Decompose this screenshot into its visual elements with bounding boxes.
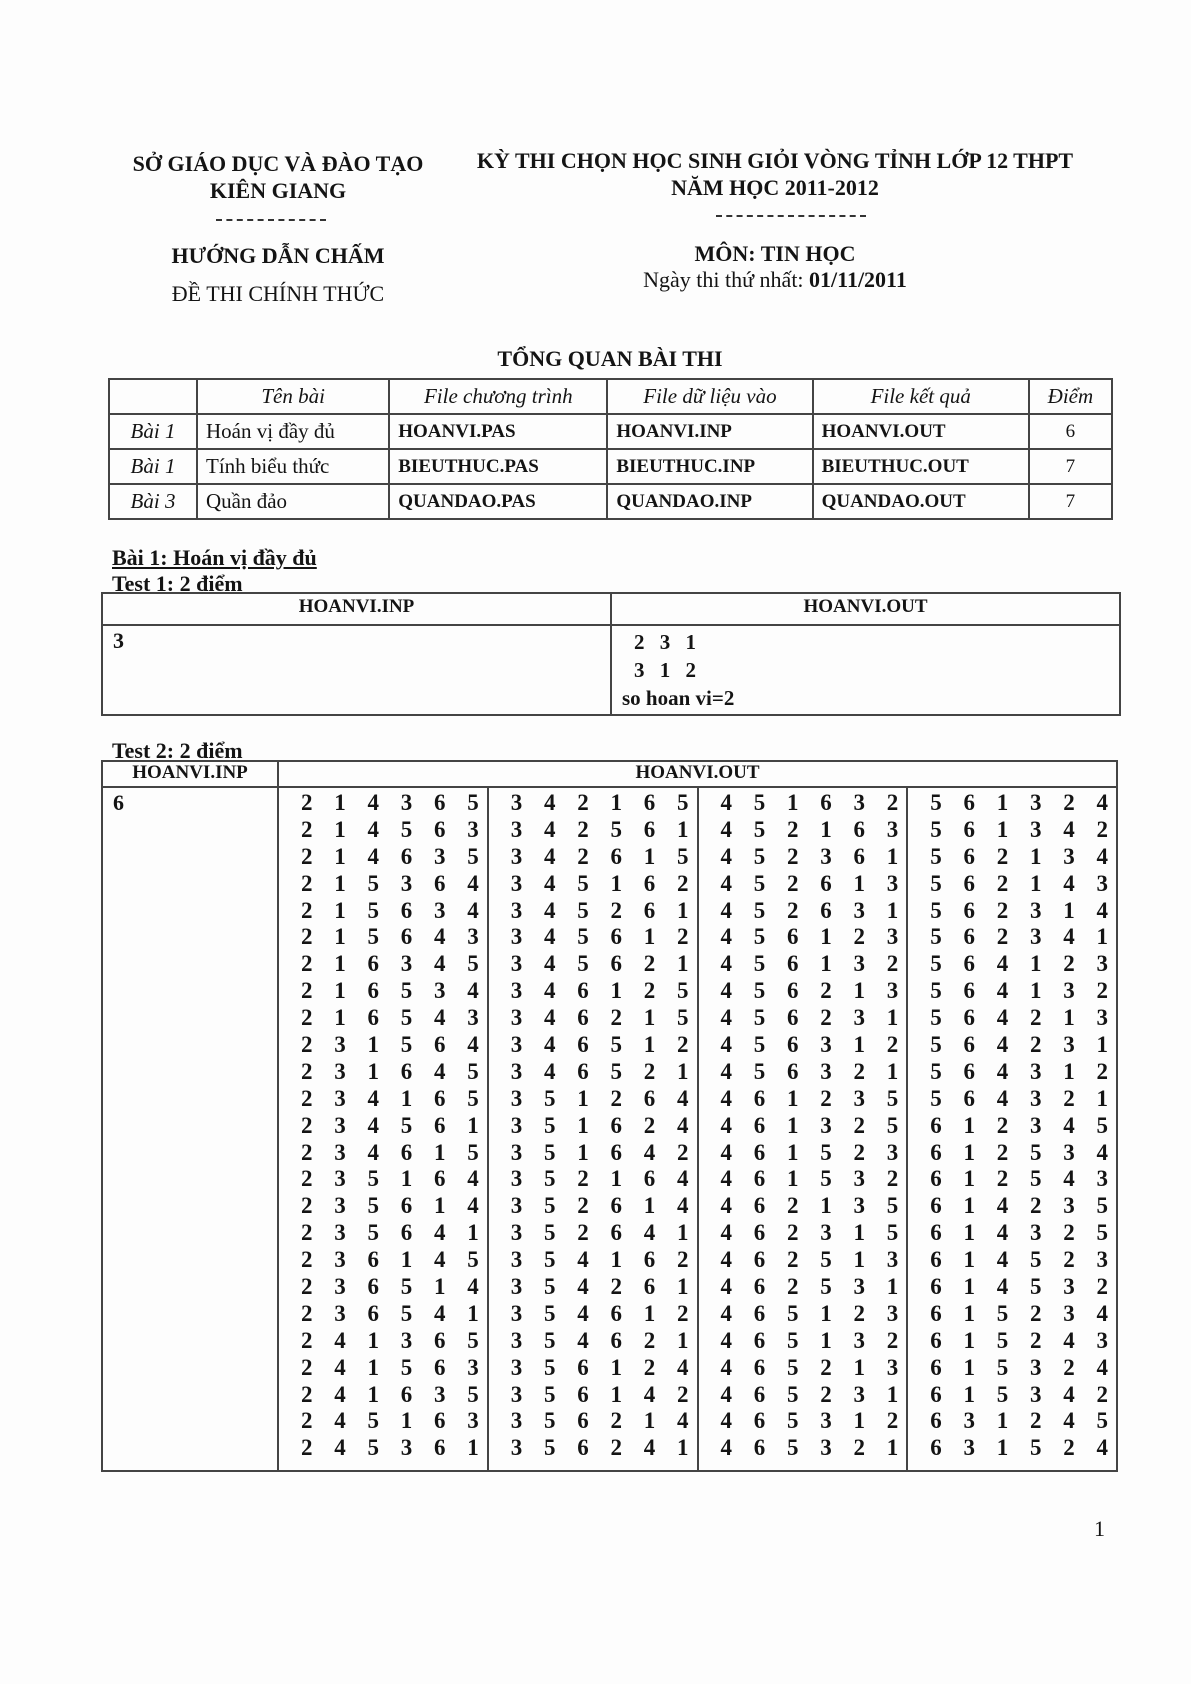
permutation-line: 4 6 1 3 2 5: [720, 1112, 907, 1138]
permutation-line: 5 6 1 3 4 2: [930, 816, 1116, 842]
permutation-line: 4 6 2 1 3 5: [720, 1193, 907, 1219]
permutation-line: 6 3 1 2 4 5: [930, 1408, 1116, 1434]
permutation-line: 2 1 4 3 6 5: [301, 790, 487, 815]
program-file: HOANVI.PAS: [389, 414, 607, 449]
problem1-title: Bài 1: Hoán vị đầy đủ: [112, 545, 317, 570]
school-year: NĂM HỌC 2011-2012: [671, 175, 879, 200]
test2-input-header: HOANVI.INP: [102, 761, 278, 787]
marking-guide-title: HƯỚNG DẪN CHẤM: [171, 243, 385, 268]
permutation-line: 3 5 4 1 6 2: [510, 1247, 697, 1273]
permutation-line: 4 6 2 3 1 5: [720, 1220, 907, 1246]
score: 6: [1029, 414, 1112, 449]
problem-name: Tính biểu thức: [197, 449, 389, 484]
permutation-line: 4 6 5 3 2 1: [720, 1435, 907, 1461]
test2-table: [101, 760, 1118, 1472]
permutation-line: 3 5 4 6 1 2: [510, 1300, 697, 1326]
permutation-line: 6 1 5 2 3 4: [930, 1300, 1116, 1326]
permutation-line: 2 1 6 5 4 3: [301, 1005, 487, 1031]
permutation-line: 6 1 2 5 4 3: [930, 1166, 1116, 1192]
permutation-line: 6 1 5 3 4 2: [930, 1381, 1116, 1407]
left-separator: [216, 219, 326, 221]
permutation-line: 2 1 6 3 4 5: [301, 951, 487, 977]
permutation-line: 3 4 5 1 6 2: [510, 870, 697, 896]
permutation-line: 5 6 2 1 3 4: [930, 843, 1116, 869]
table-row: [109, 414, 1112, 449]
permutation-line: 3 5 6 2 4 1: [510, 1435, 697, 1461]
permutation-line: 4 6 1 5 3 2: [720, 1166, 907, 1192]
permutation-line: 6 1 5 3 2 4: [930, 1354, 1116, 1380]
permutation-line: 2 4 5 1 6 3: [301, 1408, 487, 1434]
permutation-column: [278, 787, 488, 1471]
permutation-column: [488, 787, 698, 1471]
permutation-line: 3 4 6 5 1 2: [510, 1032, 697, 1058]
permutation-line: 2 4 1 6 3 5: [301, 1381, 487, 1407]
permutation-line: 6 1 2 3 4 5: [930, 1112, 1116, 1138]
test1-table: [101, 592, 1121, 716]
permutation-line: 2 3 1 5 6 4: [301, 1032, 487, 1058]
permutation-line: 4 5 6 2 3 1: [720, 1005, 907, 1031]
overview-header-row: [109, 379, 1112, 414]
permutation-line: 5 6 2 1 4 3: [930, 870, 1116, 896]
permutation-line: 2 3 5 6 1 4: [301, 1193, 487, 1219]
problem-name: Hoán vị đầy đủ: [197, 414, 389, 449]
permutation-line: 4 6 5 2 3 1: [720, 1381, 907, 1407]
program-file: BIEUTHUC.PAS: [389, 449, 607, 484]
permutation-line: 4 6 5 1 2 3: [720, 1300, 907, 1326]
permutation-line: 3 4 2 5 6 1: [510, 816, 697, 842]
input-file: QUANDAO.INP: [607, 484, 812, 519]
permutation-line: 4 5 2 3 6 1: [720, 843, 907, 869]
permutation-line: 3 4 6 1 2 5: [510, 978, 697, 1004]
permutation-line: 3 5 6 1 4 2: [510, 1381, 697, 1407]
permutation-line: 2 1 4 6 3 5: [301, 843, 487, 869]
permutation-line: 3 5 2 6 4 1: [510, 1220, 697, 1246]
permutation-line: 3 4 2 6 1 5: [510, 843, 697, 869]
permutation-line: 2 3 6 5 4 1: [301, 1300, 487, 1326]
permutation-line: 4 6 5 2 1 3: [720, 1354, 907, 1380]
permutation-line: 4 5 6 3 2 1: [720, 1058, 907, 1084]
permutation-line: 6 3 1 5 2 4: [930, 1435, 1116, 1461]
overview-col-blank: [109, 379, 197, 414]
test1-input-header: HOANVI.INP: [102, 593, 611, 625]
row-label: Bài 3: [109, 484, 197, 519]
permutation-line: 4 5 2 6 3 1: [720, 897, 907, 923]
exam-date-line: [555, 266, 995, 294]
permutation-line: 4 6 1 2 3 5: [720, 1085, 907, 1111]
permutation-line: 3 5 4 6 2 1: [510, 1327, 697, 1353]
test2-output-header: HOANVI.OUT: [278, 761, 1117, 787]
table-row: [109, 449, 1112, 484]
permutation-line: 4 6 5 1 3 2: [720, 1327, 907, 1353]
permutation-line: 3 5 6 1 2 4: [510, 1354, 697, 1380]
province-name: KIÊN GIANG: [209, 178, 347, 203]
permutation-column: [698, 787, 908, 1471]
overview-col-score: Điểm: [1029, 379, 1112, 414]
permutation-line: 4 6 2 5 1 3: [720, 1247, 907, 1273]
table-row: [109, 484, 1112, 519]
overview-col-input: File dữ liệu vào: [607, 379, 812, 414]
permutation-line: 5 6 4 3 1 2: [930, 1058, 1116, 1084]
permutation-line: 2 3 1 6 4 5: [301, 1058, 487, 1084]
test2-label: Test 2: 2 điểm: [112, 738, 243, 763]
permutation-line: 5 6 4 1 2 3: [930, 951, 1116, 977]
permutation-line: 2 3 4 1 6 5: [301, 1085, 487, 1111]
test1-input: 3: [102, 625, 611, 715]
exam-title: KỲ THI CHỌN HỌC SINH GIỎI VÒNG TỈNH LỚP 12 THPT: [476, 148, 1074, 173]
permutation-line: 3 4 5 6 1 2: [510, 924, 697, 950]
permutation-line: 4 5 6 1 3 2: [720, 951, 907, 977]
score: 7: [1029, 484, 1112, 519]
permutation-line: 4 5 2 1 6 3: [720, 816, 907, 842]
test1-body-row: [102, 625, 1120, 715]
permutation-line: 5 6 4 2 1 3: [930, 1005, 1116, 1031]
permutation-line: 2 3 5 6 4 1: [301, 1220, 487, 1246]
test2-header-row: [102, 761, 1117, 787]
permutation-line: 3 4 2 1 6 5: [510, 790, 697, 815]
permutation-line: 2 3 4 5 6 1: [301, 1112, 487, 1138]
program-file: QUANDAO.PAS: [389, 484, 607, 519]
permutation-line: 3 5 1 6 2 4: [510, 1112, 697, 1138]
test1-output-line: 2 3 1: [634, 630, 701, 654]
test1-header-row: [102, 593, 1120, 625]
permutation-line: 2 1 5 6 3 4: [301, 897, 487, 923]
permutation-line: 2 1 5 3 6 4: [301, 870, 487, 896]
permutation-line: 4 5 6 3 1 2: [720, 1032, 907, 1058]
permutation-line: 6 1 4 2 3 5: [930, 1193, 1116, 1219]
permutation-line: 2 3 5 1 6 4: [301, 1166, 487, 1192]
permutation-line: 2 4 1 3 6 5: [301, 1327, 487, 1353]
right-separator: [716, 215, 866, 217]
permutation-line: 2 4 5 3 6 1: [301, 1435, 487, 1461]
permutation-line: 3 4 5 2 6 1: [510, 897, 697, 923]
permutation-line: 3 5 4 2 6 1: [510, 1274, 697, 1300]
output-file: BIEUTHUC.OUT: [813, 449, 1029, 484]
permutation-line: 6 1 2 5 3 4: [930, 1139, 1116, 1165]
permutation-line: 6 1 4 3 2 5: [930, 1220, 1116, 1246]
row-label: Bài 1: [109, 414, 197, 449]
test2-body-row: [102, 787, 1117, 1471]
permutation-line: 3 5 1 2 6 4: [510, 1085, 697, 1111]
test1-output: [611, 625, 1120, 715]
problem-name: Quần đảo: [197, 484, 389, 519]
department-name: SỞ GIÁO DỤC VÀ ĐÀO TẠO: [132, 151, 424, 176]
permutation-line: 4 5 6 1 2 3: [720, 924, 907, 950]
permutation-line: 5 6 4 1 3 2: [930, 978, 1116, 1004]
overview-col-name: Tên bài: [197, 379, 389, 414]
output-file: HOANVI.OUT: [813, 414, 1029, 449]
test1-label: Test 1: 2 điểm: [112, 571, 243, 596]
permutation-line: 5 6 2 3 1 4: [930, 897, 1116, 923]
permutation-line: 2 1 5 6 4 3: [301, 924, 487, 950]
permutation-line: 3 4 6 2 1 5: [510, 1005, 697, 1031]
permutation-line: 5 6 4 2 3 1: [930, 1032, 1116, 1058]
permutation-line: 4 6 1 5 2 3: [720, 1139, 907, 1165]
permutation-line: 2 3 6 1 4 5: [301, 1247, 487, 1273]
permutation-line: 4 5 1 6 3 2: [720, 790, 907, 815]
permutation-line: 6 1 4 5 2 3: [930, 1247, 1116, 1273]
permutation-line: 2 3 4 6 1 5: [301, 1139, 487, 1165]
subject: MÔN: TIN HỌC: [694, 241, 856, 266]
exam-date-label: Ngày thi thứ nhất:: [643, 267, 810, 292]
permutation-line: 3 5 1 6 4 2: [510, 1139, 697, 1165]
permutation-line: 4 5 2 6 1 3: [720, 870, 907, 896]
overview-col-output: File kết quả: [813, 379, 1029, 414]
input-file: HOANVI.INP: [607, 414, 812, 449]
permutation-line: 6 1 5 2 4 3: [930, 1327, 1116, 1353]
permutation-column: [907, 787, 1117, 1471]
permutation-line: 3 5 6 2 1 4: [510, 1408, 697, 1434]
permutation-line: 4 6 2 5 3 1: [720, 1274, 907, 1300]
overview-title: TỔNG QUAN BÀI THI: [497, 346, 723, 371]
page-number: 1: [1094, 1516, 1105, 1541]
row-label: Bài 1: [109, 449, 197, 484]
test2-input: 6: [102, 787, 278, 1471]
permutation-line: 3 4 6 5 2 1: [510, 1058, 697, 1084]
permutation-line: 6 1 4 5 3 2: [930, 1274, 1116, 1300]
exam-date: 01/11/2011: [809, 267, 907, 292]
permutation-line: 3 4 5 6 2 1: [510, 951, 697, 977]
input-file: BIEUTHUC.INP: [607, 449, 812, 484]
permutation-line: 5 6 4 3 2 1: [930, 1085, 1116, 1111]
permutation-line: 2 4 1 5 6 3: [301, 1354, 487, 1380]
test1-output-count: so hoan vi=2: [622, 686, 735, 710]
permutation-line: 3 5 2 1 6 4: [510, 1166, 697, 1192]
permutation-line: 2 1 4 5 6 3: [301, 816, 487, 842]
overview-col-program: File chương trình: [389, 379, 607, 414]
permutation-line: 4 5 6 2 1 3: [720, 978, 907, 1004]
overview-table: [108, 378, 1113, 520]
permutation-line: 3 5 2 6 1 4: [510, 1193, 697, 1219]
permutation-line: 5 6 2 3 4 1: [930, 924, 1116, 950]
test1-output-header: HOANVI.OUT: [611, 593, 1120, 625]
permutation-line: 2 3 6 5 1 4: [301, 1274, 487, 1300]
score: 7: [1029, 449, 1112, 484]
test1-output-line: 3 1 2: [634, 658, 701, 682]
official-exam-label: ĐỀ THI CHÍNH THỨC: [171, 281, 385, 306]
output-file: QUANDAO.OUT: [813, 484, 1029, 519]
permutation-line: 4 6 5 3 1 2: [720, 1408, 907, 1434]
permutation-line: 5 6 1 3 2 4: [930, 790, 1116, 815]
permutation-line: 2 1 6 5 3 4: [301, 978, 487, 1004]
